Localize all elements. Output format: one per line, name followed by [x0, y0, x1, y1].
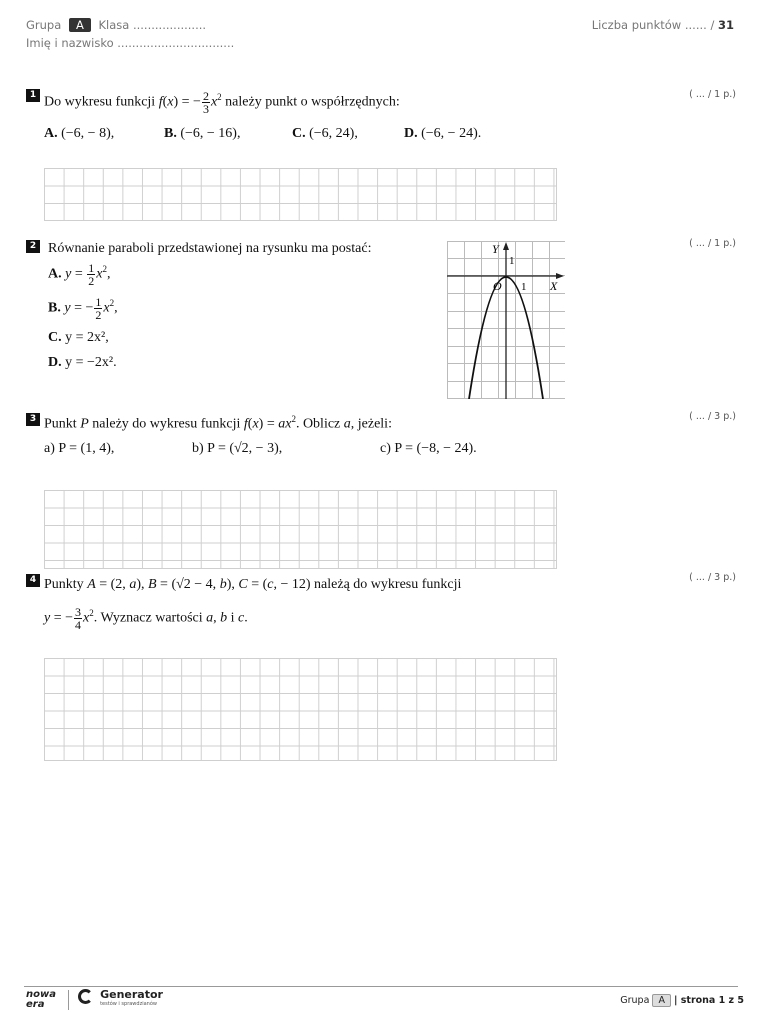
- y-tick-label: 1: [509, 255, 515, 267]
- footer-rule: [24, 986, 738, 987]
- y-axis-label: Y: [492, 242, 499, 256]
- question-3-points: ( ... / 3 p.): [689, 411, 736, 422]
- points-label: Liczba punktów ...... /: [591, 18, 715, 32]
- generator-logo: [78, 989, 163, 1008]
- q1-answer-a: A. (−6, − 8),: [44, 126, 115, 141]
- question-1-points: ( ... / 1 p.): [689, 89, 736, 100]
- q1-text-a: Do wykresu funkcji: [44, 94, 156, 110]
- origin-label: O: [493, 279, 502, 293]
- page-number: | strona 1 z 5: [673, 995, 744, 1006]
- q1-answer-c: C. (−6, 24),: [292, 126, 358, 141]
- generator-title: Generator: [100, 988, 163, 1001]
- footer-group-label: Grupa: [620, 995, 650, 1006]
- header-group: [26, 18, 206, 32]
- q3-part-a: a) P = (1, 4),: [44, 441, 115, 456]
- points-total: 31: [717, 18, 734, 32]
- parabola-graph: [447, 241, 565, 399]
- q3-part-b: b) P = (√2, − 3),: [192, 441, 283, 456]
- q3-part-c: c) P = (−8, − 24).: [380, 441, 477, 456]
- question-1-text: Do wykresu funkcji f(x) = − $\frac{2}{3}$ $x^2$ należy punkt o współrzędnych:: [44, 89, 400, 116]
- footer-page-info: [620, 994, 744, 1007]
- question-number-1: 1: [26, 89, 40, 102]
- q1-answer-d: D. (−6, − 24).: [404, 126, 482, 141]
- question-4-text: Punkty A = (2, a), B = (√2 − 4, b), C = (c, − 12) należą do wykresu funkcji: [44, 577, 462, 592]
- points-header: [592, 18, 734, 32]
- group-badge: A: [69, 18, 91, 32]
- q1-answer-b: B. (−6, − 16),: [164, 126, 241, 141]
- nowa-era-logo: nowa era: [26, 989, 56, 1010]
- question-number-4: 4: [26, 574, 40, 587]
- footer-group-badge: A: [652, 994, 671, 1007]
- question-number-3: 3: [26, 413, 40, 426]
- name-field: Imię i nazwisko ................................: [26, 36, 235, 50]
- question-number-2: 2: [26, 240, 40, 253]
- logo-divider: [68, 990, 69, 1010]
- question-4-formula: y = − $\frac{3}{4}$ $x^2$. Wyznacz wartości a, b i c.: [44, 605, 248, 632]
- answer-grid-4[interactable]: [44, 658, 557, 761]
- x-tick-label: 1: [521, 281, 527, 293]
- q2-answer-a: A. y = $\frac{1}{2}$ $x^2$,: [48, 261, 111, 288]
- answer-grid-1[interactable]: [44, 168, 557, 221]
- question-4-points: ( ... / 3 p.): [689, 572, 736, 583]
- question-3-text: Punkt P należy do wykresu funkcji $f(x) = ax^2$. Oblicz a, jeżeli:: [44, 414, 392, 432]
- generator-subtitle: testów i sprawdzianów: [100, 1001, 157, 1007]
- q1-text-b: należy punkt o współrzędnych:: [225, 94, 400, 110]
- group-label: Grupa: [26, 18, 62, 32]
- x-axis-label: X: [550, 279, 558, 293]
- q2-answer-d: D. y = −2x².: [48, 355, 117, 370]
- generator-icon: [78, 989, 93, 1004]
- question-2-text: Równanie paraboli przedstawionej na rysunku ma postać:: [48, 241, 372, 256]
- q2-answer-b: B. y = − $\frac{1}{2}$ $x^2$,: [48, 295, 118, 322]
- q2-answer-c: C. y = 2x²,: [48, 330, 109, 345]
- question-2-points: ( ... / 1 p.): [689, 238, 736, 249]
- answer-grid-3[interactable]: [44, 490, 557, 569]
- y-axis-arrow: [503, 242, 509, 250]
- class-field: Klasa ....................: [98, 18, 207, 32]
